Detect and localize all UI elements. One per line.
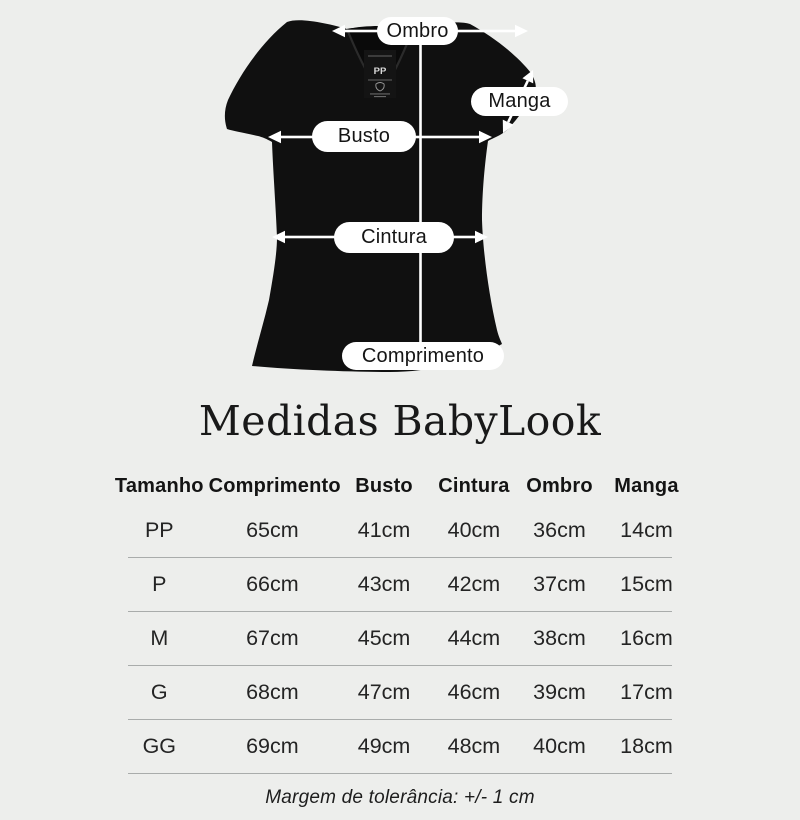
label-busto: Busto (312, 121, 416, 152)
measure-cell: 36cm (533, 518, 586, 542)
header-cell: Ombro (526, 474, 593, 497)
header-cell: Comprimento (208, 474, 341, 497)
table-row (110, 558, 690, 611)
measure-cell: 14cm (620, 518, 673, 542)
measure-cell: 43cm (357, 572, 411, 596)
length-measure-line (419, 30, 422, 358)
measure-cell: 38cm (533, 626, 586, 650)
measure-cell: 37cm (533, 572, 586, 596)
measure-cell: 66cm (246, 572, 299, 596)
size-table (110, 468, 690, 774)
measure-cell: 46cm (447, 680, 501, 704)
header-cell: Manga (614, 474, 679, 497)
measure-cell: 47cm (357, 680, 411, 704)
label-cintura: Cintura (334, 222, 454, 253)
shirt-measurement-diagram (0, 0, 800, 388)
shirt-illustration (0, 0, 800, 388)
measure-cell: 67cm (246, 626, 299, 650)
measure-cell: 69cm (246, 734, 299, 758)
tag-size-text: PP (373, 66, 387, 77)
measure-cell: 41cm (357, 518, 411, 542)
label-comprimento: Comprimento (342, 342, 504, 370)
header-cell: Tamanho (114, 474, 204, 497)
size-cell: M (150, 626, 169, 650)
measure-cell: 49cm (357, 734, 411, 758)
label-manga: Manga (471, 87, 568, 116)
row-divider (128, 773, 672, 774)
header-cell: Busto (355, 474, 413, 497)
measure-cell: 16cm (620, 626, 673, 650)
header-cell: Cintura (438, 474, 510, 497)
measure-cell: 42cm (447, 572, 501, 596)
page-title: Medidas BabyLook (198, 397, 602, 445)
measure-cell: 65cm (246, 518, 299, 542)
table-row (110, 612, 690, 665)
table-row (110, 504, 690, 557)
measure-cell: 40cm (533, 734, 586, 758)
measure-cell: 18cm (620, 734, 673, 758)
table-header-row (110, 468, 690, 504)
label-ombro: Ombro (377, 17, 458, 45)
table-row (110, 720, 690, 773)
neck-tag (364, 50, 396, 98)
tag-fine-print-line (370, 94, 390, 95)
size-cell: PP (144, 518, 174, 542)
table-body (110, 504, 690, 774)
measure-cell: 48cm (447, 734, 501, 758)
table-row (110, 666, 690, 719)
measure-cell: 15cm (620, 572, 673, 596)
size-cell: GG (142, 734, 177, 758)
measure-cell: 40cm (447, 518, 501, 542)
measure-cell: 44cm (447, 626, 501, 650)
measure-cell: 45cm (357, 626, 411, 650)
size-cell: G (150, 680, 168, 704)
measure-cell: 68cm (246, 680, 299, 704)
tag-fine-print-line (374, 96, 386, 97)
tolerance-note: Margem de tolerância: +/- 1 cm (265, 787, 535, 808)
measure-cell: 17cm (620, 680, 673, 704)
size-cell: P (152, 572, 167, 596)
measure-cell: 39cm (533, 680, 586, 704)
